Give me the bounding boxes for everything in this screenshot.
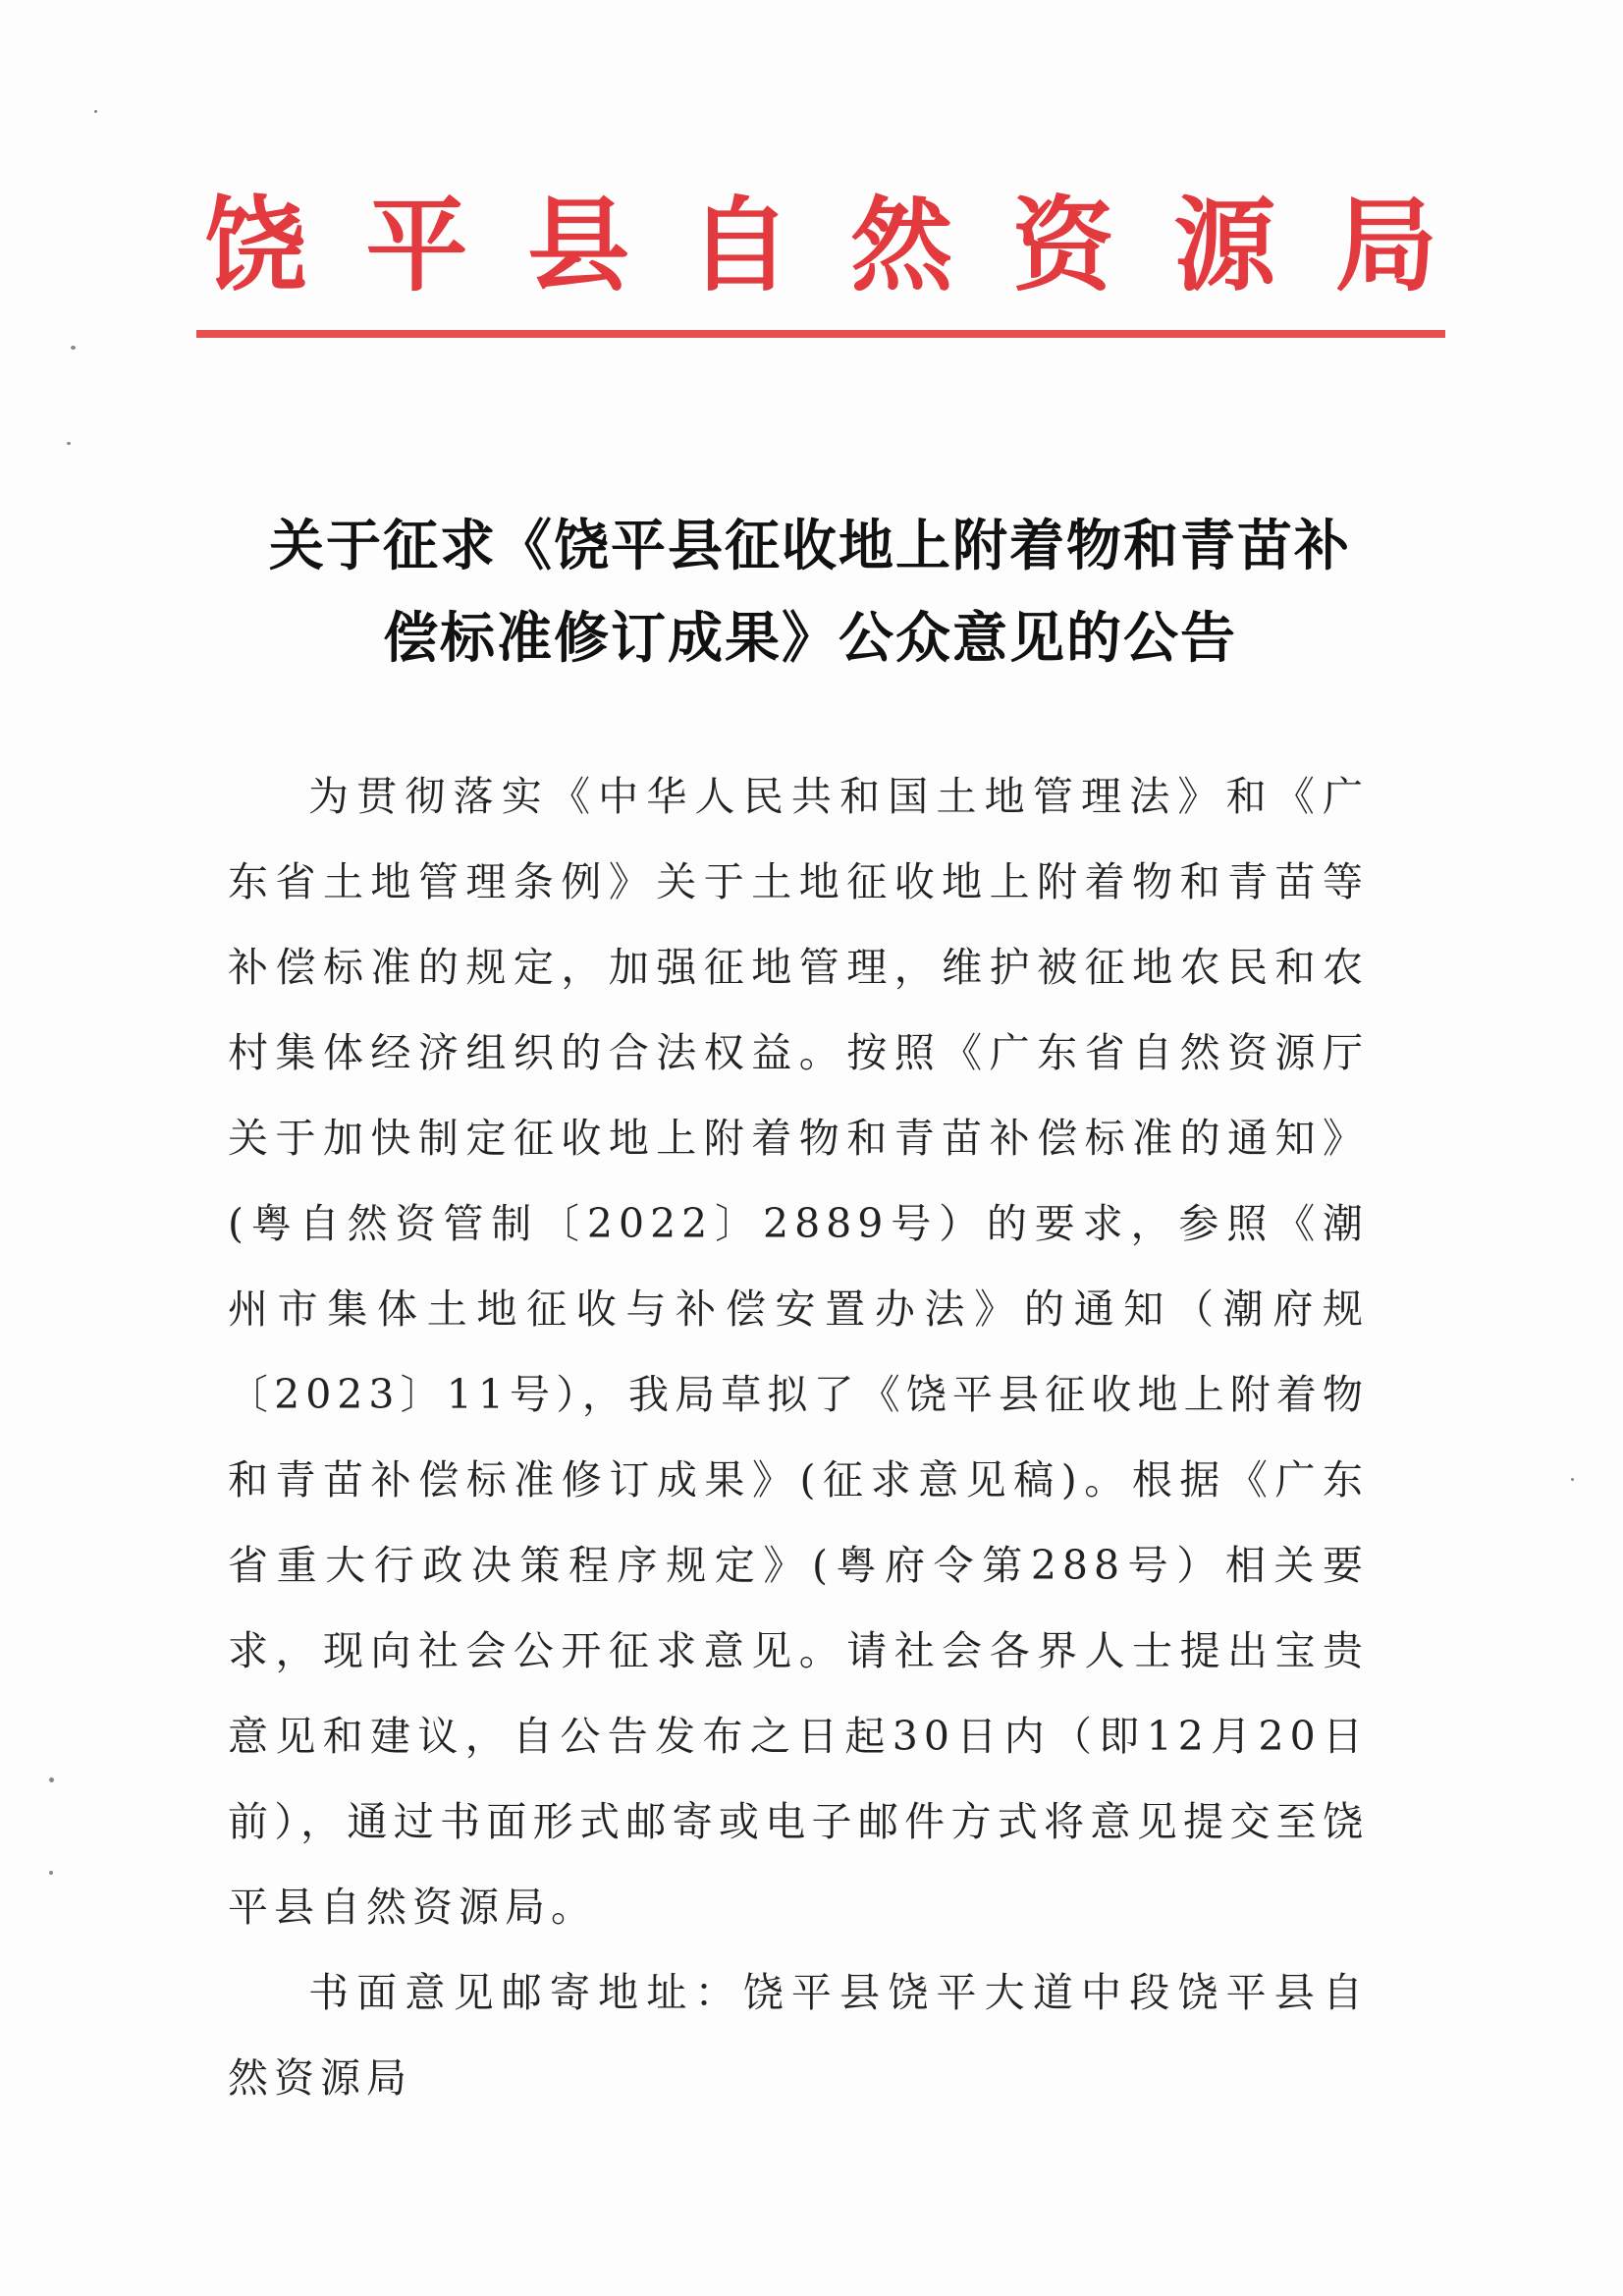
body-paragraph-1: 为贯彻落实《中华人民共和国土地管理法》和《广东省土地管理条例》关于土地征收地上附着物和青苗等补偿标准的规定，加强征地管理，维护被征地农民和农村集体经济组织的合法权益。按照《广东省自然资源厅关于加快制定征收地上附着物和青苗补偿标准的通知》(粤自然资管制〔2022〕2889号）的要求，参照《潮州市集体土地征收与补偿安置办法》的通知（潮府规〔2023〕11号），我局草拟了《饶平县征收地上附着物和青苗补偿标准修订成果》(征求意见稿)。根据《广东省重大行政决策程序规定》(粤府令第288号）相关要求，现向社会公开征求意见。请社会各界人士提出宝贵意见和建议，自公告发布之日起30日内（即12月20日前），通过书面形式邮寄或电子邮件方式将意见提交至饶平县自然资源局。 bbox=[228, 773, 1369, 1931]
letterhead-char: 然 bbox=[850, 186, 953, 305]
letterhead-char: 自 bbox=[688, 186, 791, 305]
letterhead-title bbox=[196, 187, 1445, 304]
letterhead-char: 源 bbox=[1173, 186, 1276, 305]
scan-speck bbox=[49, 1777, 54, 1782]
letterhead-char: 饶 bbox=[203, 186, 306, 305]
scan-speck bbox=[94, 110, 97, 113]
body-paragraph-2: 书面意见邮寄地址：饶平县饶平大道中段饶平县自然资源局 bbox=[228, 1969, 1369, 2102]
notice-title bbox=[226, 501, 1394, 685]
scan-speck bbox=[71, 346, 76, 350]
letterhead-red-rule bbox=[196, 330, 1445, 338]
scan-speck bbox=[67, 442, 71, 445]
letterhead-char: 资 bbox=[1011, 186, 1114, 305]
letterhead-char: 平 bbox=[365, 186, 468, 305]
notice-title-line-2: 偿标准修订成果》公众意见的公告 bbox=[383, 607, 1237, 671]
notice-title-line-1: 关于征求《饶平县征收地上附着物和青苗补 bbox=[269, 515, 1351, 578]
letterhead-char: 局 bbox=[1334, 186, 1437, 305]
notice-body bbox=[228, 754, 1369, 2121]
scan-speck bbox=[49, 1871, 53, 1875]
letterhead-char: 县 bbox=[527, 186, 630, 305]
scan-speck bbox=[1571, 1478, 1574, 1481]
